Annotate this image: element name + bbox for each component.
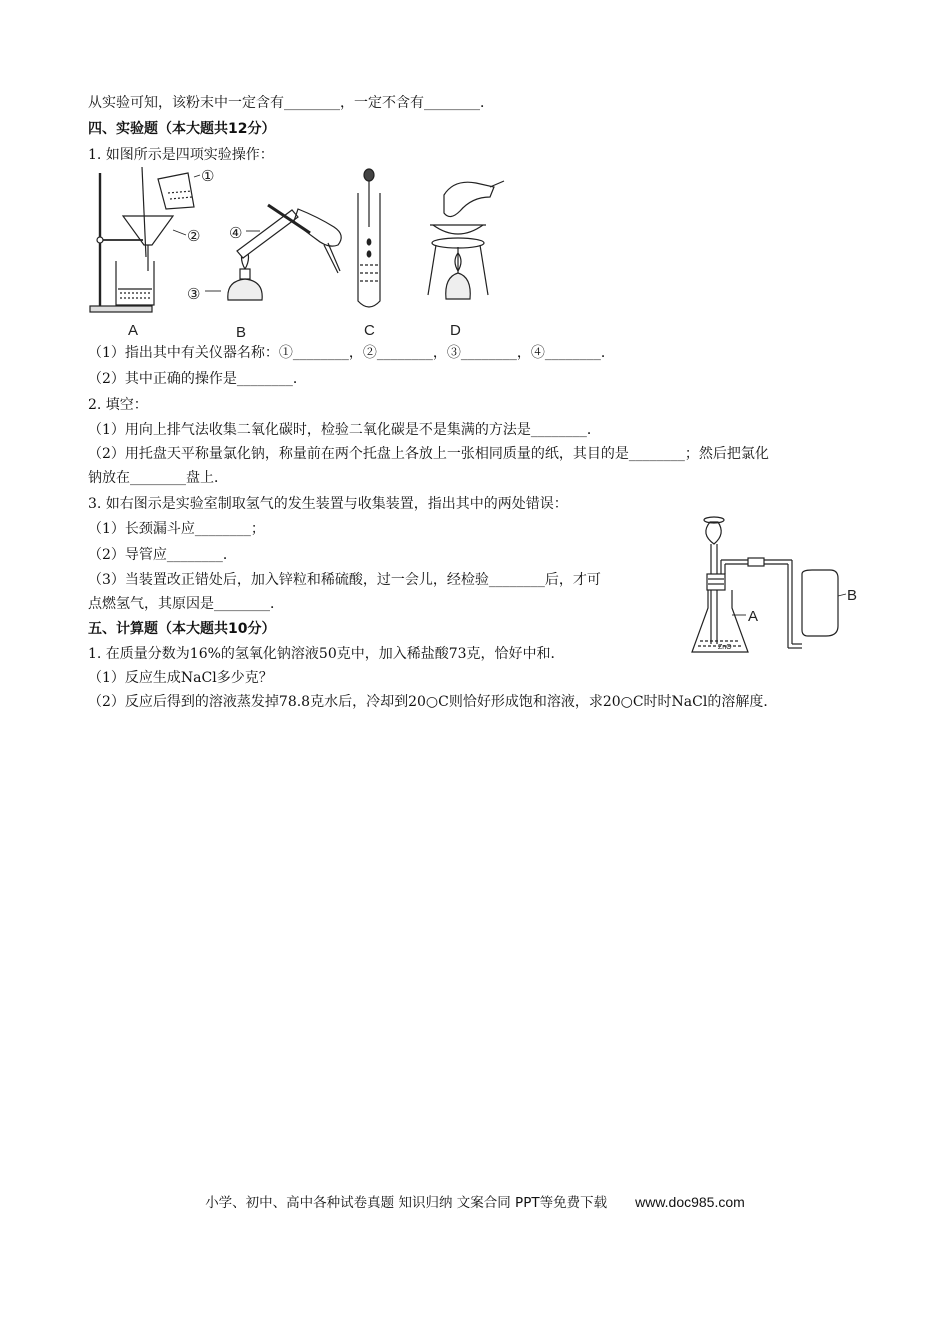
section-heading: 四、实验题（本大题共12分） bbox=[88, 121, 276, 137]
figure-label-b: B bbox=[847, 587, 858, 604]
section-heading: 五、计算题（本大题共10分） bbox=[88, 621, 276, 637]
figure-d-evaporation bbox=[428, 181, 504, 339]
figure-c-dropper bbox=[358, 169, 380, 339]
question-text: 点燃氢气，其原因是________． bbox=[88, 596, 284, 612]
question-text: 1. 如图所示是四项实验操作： bbox=[88, 147, 274, 163]
question-text: （1）长颈漏斗应________； bbox=[88, 521, 265, 537]
question-text: 2. 填空： bbox=[88, 397, 148, 413]
footer-site-link[interactable]: www.doc985.com bbox=[635, 1194, 745, 1210]
hydrogen-apparatus-figure bbox=[688, 512, 864, 664]
question-text: （1）用向上排气法收集二氧化碳时，检验二氧化碳是不是集满的方法是________． bbox=[88, 422, 601, 438]
question-text: （2）用托盘天平称量氯化钠，称量前在两个托盘上各放上一张相同质量的纸，其目的是________；然后把氯化 bbox=[88, 446, 769, 462]
figure-b-heating bbox=[205, 205, 341, 340]
figure-label-a: A bbox=[128, 322, 139, 339]
question-text: （2）其中正确的操作是________． bbox=[88, 371, 307, 387]
question-text: （1）指出其中有关仪器名称：①________，②________，③________，④________． bbox=[88, 345, 615, 361]
figure-a-filtration bbox=[90, 167, 200, 339]
question-text: （2）反应后得到的溶液蒸发掉78.8克水后，冷却到20○C则恰好形成饱和溶液，求20○C时时NaCl的溶解度． bbox=[88, 694, 778, 710]
experiment-operations-figure bbox=[88, 165, 508, 340]
question-text: （3）当装置改正错处后，加入锌粒和稀硫酸，过一会儿，经检验________后，才可 bbox=[88, 572, 601, 588]
question-text: 3. 如右图示是实验室制取氢气的发生装置与收集装置，指出其中的两处错误： bbox=[88, 496, 568, 512]
marker-3: ③ bbox=[187, 286, 201, 303]
figure-label-c: C bbox=[364, 322, 375, 339]
footer-text: 小学、初中、高中各种试卷真题 知识归纳 文案合同 PPT等免费下载 bbox=[205, 1195, 608, 1211]
question-text: （2）导管应________． bbox=[88, 547, 237, 563]
marker-1: ① bbox=[201, 168, 215, 185]
text-line: 从实验可知，该粉末中一定含有________，一定不含有________． bbox=[88, 95, 494, 111]
bottle-text: ZnO bbox=[718, 644, 732, 651]
question-text: （1）反应生成NaCl多少克？ bbox=[88, 670, 273, 686]
figure-label-a: A bbox=[748, 608, 759, 625]
question-text: 1. 在质量分数为16%的氢氧化钠溶液50克中，加入稀盐酸73克，恰好中和． bbox=[88, 646, 565, 662]
page-footer bbox=[0, 1191, 950, 1211]
figure-label-d: D bbox=[450, 322, 461, 339]
figure-label-b: B bbox=[236, 324, 247, 340]
marker-2: ② bbox=[187, 228, 201, 245]
marker-4: ④ bbox=[229, 225, 243, 242]
question-text: 钠放在________盘上． bbox=[88, 470, 228, 486]
